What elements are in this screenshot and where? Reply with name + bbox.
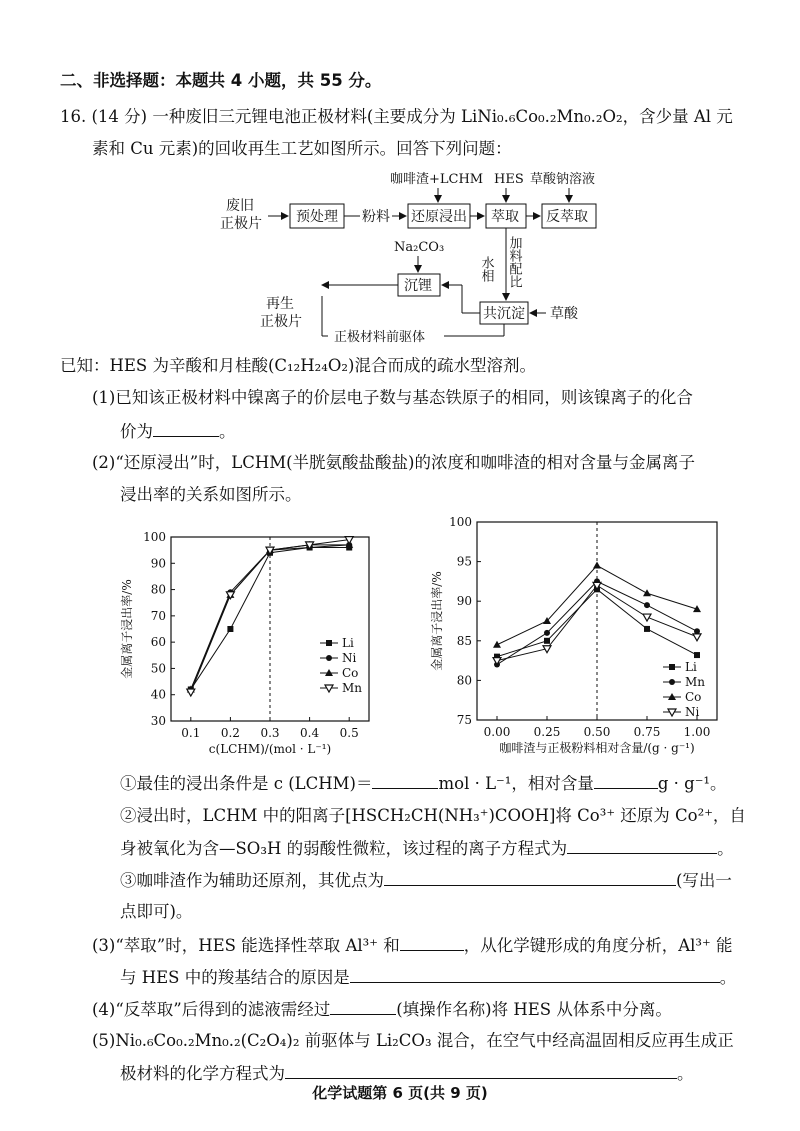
y-axis-label: 金属离子浸出率/% xyxy=(430,571,444,671)
data-point-li xyxy=(227,626,233,632)
y-tick-label: 50 xyxy=(150,661,166,676)
question-16-stem-line2: 素和 Cu 元素)的回收再生工艺如图所示。回答下列问题： xyxy=(92,139,512,158)
legend-label: Li xyxy=(685,660,697,674)
x-tick-label: 0.4 xyxy=(300,726,320,740)
legend-label: Ni xyxy=(342,651,357,665)
box-stripping-label: 反萃取 xyxy=(546,209,588,225)
part5-line1: (5)Ni₀.₆Co₀.₂Mn₀.₂(C₂O₄)₂ 前驱体与 Li₂CO₃ 混合，在空气中经高温固相反应再生成正 xyxy=(92,1031,734,1050)
page-footer: 化学试题第 6 页(共 9 页) xyxy=(312,1084,488,1102)
answer-blank-6[interactable] xyxy=(400,934,464,951)
feed-ratio-label: 加料配比 xyxy=(506,236,522,288)
y-tick-label: 70 xyxy=(150,608,166,623)
chart-lchm-concentration xyxy=(115,515,395,765)
x-tick-label: 0.00 xyxy=(483,725,511,739)
part1-line2 xyxy=(120,420,236,443)
x-tick-label: 0.3 xyxy=(260,726,280,740)
flow-input-label1: 废旧 xyxy=(226,198,254,214)
answer-blank-8[interactable] xyxy=(330,998,396,1015)
part3-text-a: (3)“萃取”时，HES 能选择性萃取 Al³⁺ 和 xyxy=(92,936,400,955)
flow-input-label2: 正极片 xyxy=(220,216,262,232)
answer-blank-4[interactable] xyxy=(567,837,717,854)
sub3-line2: 点即可)。 xyxy=(120,902,193,921)
data-point-li xyxy=(694,652,700,658)
part2-line1: (2)“还原浸出”时，LCHM(半胱氨酸盐酸盐)的浓度和咖啡渣的相对含量与金属离子 xyxy=(92,453,695,472)
box-reduction-leaching-label: 还原浸出 xyxy=(411,209,467,225)
x-tick-label: 0.5 xyxy=(339,726,359,740)
data-point-mn xyxy=(187,689,195,696)
sub2-text: 身被氧化为含—SO₃H 的弱酸性微粒，该过程的离子方程式为 xyxy=(120,839,568,858)
data-point-mn xyxy=(644,602,650,608)
answer-blank-7[interactable] xyxy=(350,966,720,983)
sub1-text-b: mol · L⁻¹，相对含量 xyxy=(438,774,594,793)
part5-text: 极材料的化学方程式为 xyxy=(120,1064,285,1083)
y-tick-label: 95 xyxy=(456,554,472,569)
legend-marker-mn xyxy=(669,679,675,685)
sub1-line xyxy=(120,772,727,795)
legend-marker-ni xyxy=(326,655,332,661)
x-tick-label: 1.00 xyxy=(683,725,711,739)
answer-blank-1[interactable] xyxy=(153,420,219,437)
y-tick-label: 80 xyxy=(456,673,472,688)
y-tick-label: 75 xyxy=(456,713,472,727)
x-tick-label: 0.2 xyxy=(220,726,240,740)
section-header: 二、非选择题：本题共 4 小题，共 55 分。 xyxy=(60,71,382,90)
sub3-line1 xyxy=(120,869,732,892)
data-point-co xyxy=(593,562,601,569)
reagent-hes: HES xyxy=(494,172,524,187)
legend-label: Co xyxy=(342,666,359,680)
x-axis-label: c(LCHM)/(mol · L⁻¹) xyxy=(208,742,332,756)
legend-marker-li xyxy=(669,664,675,670)
part4-line xyxy=(92,998,672,1021)
sub1-text-c: g · g⁻¹。 xyxy=(657,774,727,793)
sub3-text: ③咖啡渣作为辅助还原剂，其优点为 xyxy=(120,871,384,890)
box-coprecipitation-label: 共沉淀 xyxy=(483,306,525,322)
y-tick-label: 85 xyxy=(456,633,472,648)
part3-end: 。 xyxy=(719,968,737,987)
y-tick-label: 40 xyxy=(150,687,166,702)
part1-line1: (1)已知该正极材料中镍离子的价层电子数与基态铁原子的相同，则该镍离子的化合 xyxy=(92,388,693,407)
sodium-carbonate-label: Na₂CO₃ xyxy=(394,240,445,255)
part3-text-b: ，从化学键形成的角度分析，Al³⁺ 能 xyxy=(463,936,733,955)
y-tick-label: 80 xyxy=(150,582,166,597)
box-pretreatment-label: 预处理 xyxy=(296,209,338,225)
series-line-mn xyxy=(497,581,697,664)
x-tick-label: 0.1 xyxy=(181,726,201,740)
question-16-stem-line1: 16. (14 分) 一种废旧三元锂电池正极材料(主要成分为 LiNi₀.₆Co₀.₂Mn₀.₂O₂，含少量 Al 元 xyxy=(60,107,733,126)
data-point-li xyxy=(644,626,650,632)
legend-label: Mn xyxy=(342,681,363,695)
y-tick-label: 60 xyxy=(150,635,166,650)
box-lithium-precipitation-label: 沉锂 xyxy=(404,278,432,294)
part2-line2: 浸出率的关系如图所示。 xyxy=(120,485,302,504)
data-point-co xyxy=(493,641,501,648)
sub1-text-a: ①最佳的浸出条件是 c (LCHM)＝ xyxy=(120,774,373,793)
part1-text: 价为 xyxy=(120,422,153,441)
y-tick-label: 30 xyxy=(150,714,166,728)
sub2-line2 xyxy=(120,837,734,860)
legend-label: Mn xyxy=(685,675,706,689)
data-point-li xyxy=(544,638,550,644)
y-tick-label: 100 xyxy=(449,515,472,529)
legend-label: Li xyxy=(342,636,354,650)
box-extraction-label: 萃取 xyxy=(491,209,519,225)
part3-line2 xyxy=(120,966,736,989)
part5-end: 。 xyxy=(677,1064,694,1083)
data-point-co xyxy=(643,589,651,596)
precursor-label: 正极材料前驱体 xyxy=(334,330,426,344)
oxalic-acid-label: 草酸 xyxy=(550,306,578,322)
answer-blank-2[interactable] xyxy=(372,772,438,789)
part3-line1 xyxy=(92,934,733,957)
x-tick-label: 0.25 xyxy=(533,725,561,739)
part4-text-b: (填操作名称)将 HES 从体系中分离。 xyxy=(396,1000,672,1019)
process-flowchart xyxy=(200,164,620,344)
part1-end: 。 xyxy=(219,422,236,441)
answer-blank-9[interactable] xyxy=(285,1062,677,1079)
part3-text-c: 与 HES 中的羧基结合的原因是 xyxy=(120,968,350,987)
reagent-coffee-lchm: 咖啡渣+LCHM xyxy=(390,172,484,187)
x-tick-label: 0.75 xyxy=(633,725,661,739)
legend-marker-li xyxy=(326,640,332,646)
water-phase-label: 水相 xyxy=(478,256,494,282)
answer-blank-3[interactable] xyxy=(594,772,658,789)
y-tick-label: 90 xyxy=(150,556,166,571)
regen-label1: 再生 xyxy=(266,296,294,312)
x-axis-label: 咖啡渣与正极粉料相对含量/(g · g⁻¹) xyxy=(499,741,695,755)
regen-label2: 正极片 xyxy=(260,314,302,330)
data-point-ni xyxy=(693,634,701,641)
part4-text-a: (4)“反萃取”后得到的滤液需经过 xyxy=(92,1000,331,1019)
data-point-ni xyxy=(643,614,651,621)
legend-label: Ni xyxy=(685,705,700,719)
x-tick-label: 0.50 xyxy=(583,725,611,739)
sub2-end: 。 xyxy=(717,839,734,858)
sub3-text-b: (写出一 xyxy=(676,871,732,890)
flow-powder-label: 粉料 xyxy=(362,209,390,225)
data-point-mn xyxy=(544,630,550,636)
y-axis-label: 金属离子浸出率/% xyxy=(120,579,134,679)
y-tick-label: 100 xyxy=(143,530,166,544)
legend-label: Co xyxy=(685,690,702,704)
answer-blank-5[interactable] xyxy=(384,869,676,886)
reagent-sodium-oxalate: 草酸钠溶液 xyxy=(530,172,596,187)
y-tick-label: 90 xyxy=(456,594,472,609)
sub2-line1: ②浸出时，LCHM 中的阳离子[HSCH₂CH(NH₃⁺)COOH]将 Co³⁺ 还原为 Co²⁺，自 xyxy=(120,806,746,825)
chart-coffee-content xyxy=(425,510,730,765)
known-info: 已知：HES 为辛酸和月桂酸(C₁₂H₂₄O₂)混合而成的疏水型溶剂。 xyxy=(60,356,536,375)
